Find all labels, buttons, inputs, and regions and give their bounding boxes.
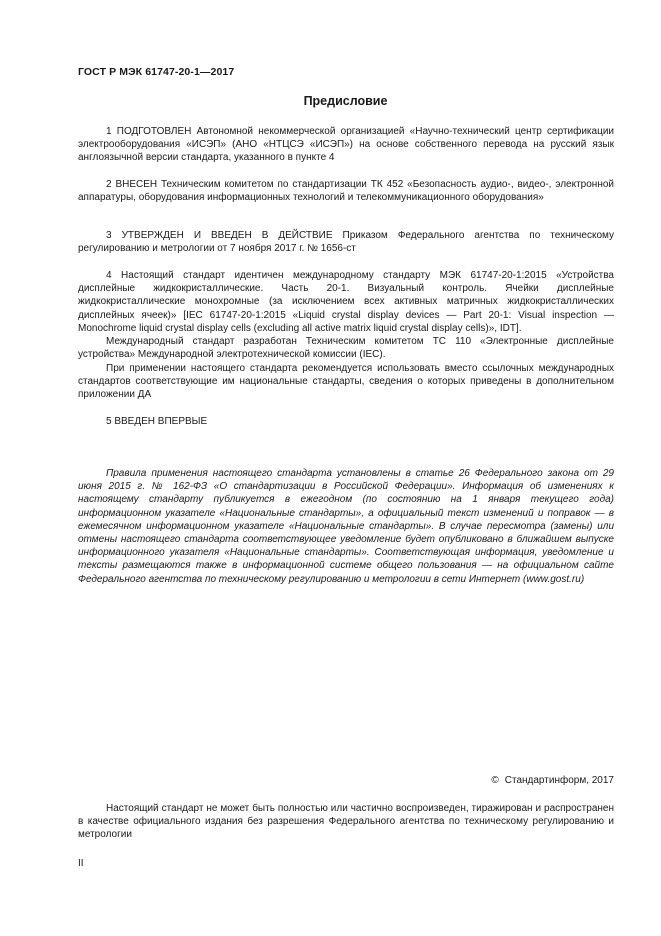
document-header: ГОСТ Р МЭК 61747-20-1—2017	[78, 66, 235, 78]
copyright-text: Стандартинформ, 2017	[504, 775, 614, 786]
paragraph-developed-by: Международный стандарт разработан Техническим комитетом ТС 110 «Электронные дисплейные устройства» Международной электротехнической комиссии (IEC).	[78, 336, 614, 361]
page-number: II	[78, 858, 84, 869]
paragraph-approved: 3 УТВЕРЖДЕН И ВВЕДЕН В ДЕЙСТВИЕ Приказом Федерального агентства по техническому регулированию и метрологии от 7 ноября 2017 г. № 1656-ст	[78, 230, 614, 255]
paragraph-introduced-by: 2 ВНЕСЕН Техническим комитетом по стандартизации ТК 452 «Безопасность аудио-, видео-, электронной аппаратуры, оборудования информационных технологий и телекоммуникационного оборудования»	[78, 179, 614, 204]
reproduction-notice: Настоящий стандарт не может быть полностью или частично воспроизведен, тиражирован и распространен в качестве официального издания без разрешения Федерального агентства по техническому регулированию и метрологии	[78, 803, 614, 841]
page-title: Предисловие	[303, 94, 388, 108]
copyright-line	[491, 775, 614, 786]
paragraph-prepared-by: 1 ПОДГОТОВЛЕН Автономной некоммерческой организацией «Научно-технический центр сертификации электрооборудования «ИСЭП» (АНО «НТЦСЭ «ИСЭП») на основе собственного перевода на русский язык англоязычной версии стандарта, указанного в пункте 4	[78, 126, 614, 164]
paragraph-introduced-first: 5 ВВЕДЕН ВПЕРВЫЕ	[106, 416, 208, 427]
rules-notice: Правила применения настоящего стандарта установлены в статье 26 Федерального закона от 29 июня 2015 г. № 162-ФЗ «О стандартизации в Российской Федерации». Информация об изменениях к настоящему стандарту публикуется в ежегодном (по состоянию на 1 января текущего года) информационном указателе «Национальные стандарты», а официальный текст изменений и поправок — в ежемесячном информационном указателе «Национальные стандарты». В случае пересмотра (замены) или отмены настоящего стандарта соответствующее уведомление будет опубликовано в ближайшем выпуске информационного указателя «Национальные стандарты». Соответствующая информация, уведомление и тексты размещаются также в информационной системе общего пользования — на официальном сайте Федерального агентства по техническому регулированию и метрологии в сети Интернет (www.gost.ru)	[78, 468, 614, 585]
paragraph-application-note: При применении настоящего стандарта рекомендуется использовать вместо ссылочных международных стандартов соответствующие им национальные стандарты, сведения о которых приведены в дополнительном приложении ДА	[78, 363, 614, 401]
copyright-icon: ©	[491, 775, 499, 786]
paragraph-identical-standard: 4 Настоящий стандарт идентичен международному стандарту МЭК 61747-20-1:2015 «Устройства дисплейные жидкокристаллические. Часть 20-1. Визуальный контроль. Ячейки дисплейные жидкокристаллические монохромные (за исключением всех активных матричных жидкокристаллических дисплейных ячеек)» [IEC 61747-20-1:2015 «Liquid crystal display devices — Part 20-1: Visual inspection — Monochrome liquid crystal display cells (excluding all active matrix liquid crystal display cells)», IDT].	[78, 270, 614, 334]
